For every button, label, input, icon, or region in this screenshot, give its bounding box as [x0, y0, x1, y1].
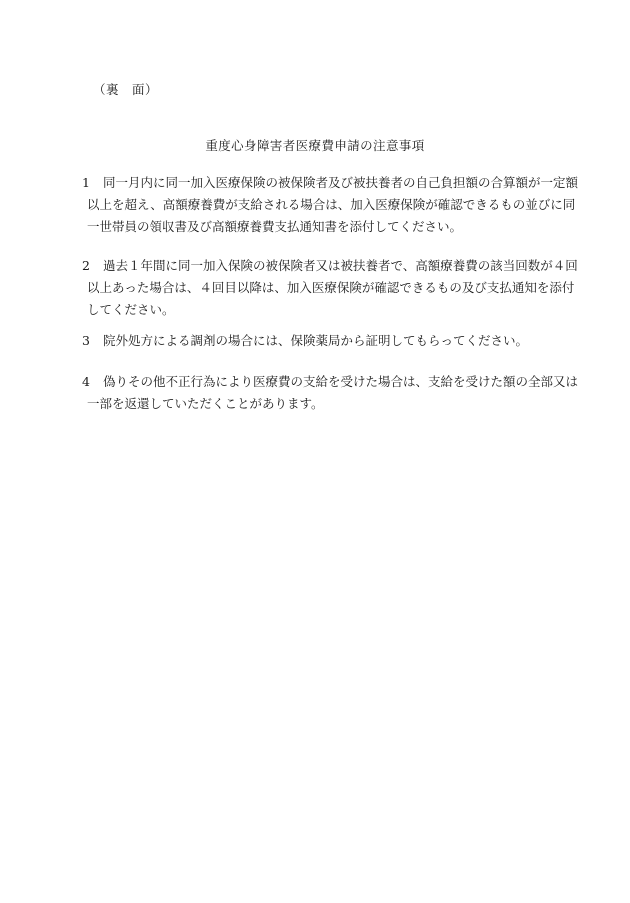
note-item-4	[82, 371, 579, 415]
note-text-line: 偽りその他不正行為により医療費の支給を受けた場合は、支給を受けた額の全部又は	[103, 374, 579, 389]
note-number: 1	[82, 175, 90, 190]
note-item-1	[82, 172, 579, 238]
note-text-line: してください。	[87, 302, 175, 317]
note-text-line: 以上あった場合は、４回目以降は、加入医療保険が確認できるもの及び支払通知を添付	[87, 280, 575, 295]
note-text-line: 院外処方による調剤の場合には、保険薬局から証明してもらってください。	[103, 333, 529, 348]
note-number: 2	[82, 258, 90, 273]
note-number: 4	[82, 374, 90, 389]
note-text-line: 同一月内に同一加入医療保険の被保険者及び被扶養者の自己負担額の合算額が一定額	[103, 175, 579, 190]
note-text-line: 一世帯員の領収書及び高額療養費支払通知書を添付してください。	[87, 219, 463, 234]
note-number: 3	[82, 333, 90, 348]
note-item-3	[82, 330, 562, 352]
page-title: 重度心身障害者医療費申請の注意事項	[205, 138, 425, 153]
note-text-line: 一部を返還していただくことがあります。	[87, 396, 324, 411]
note-item-2	[82, 255, 578, 321]
note-text-line: 以上を超え、高額療養費が支給される場合は、加入医療保険が確認できるもの並びに同	[87, 197, 576, 212]
reverse-side-label: （裏 面）	[93, 82, 159, 97]
note-text-line: 過去１年間に同一加入保険の被保険者又は被扶養者で、高額療養費の該当回数が４回	[103, 258, 578, 273]
